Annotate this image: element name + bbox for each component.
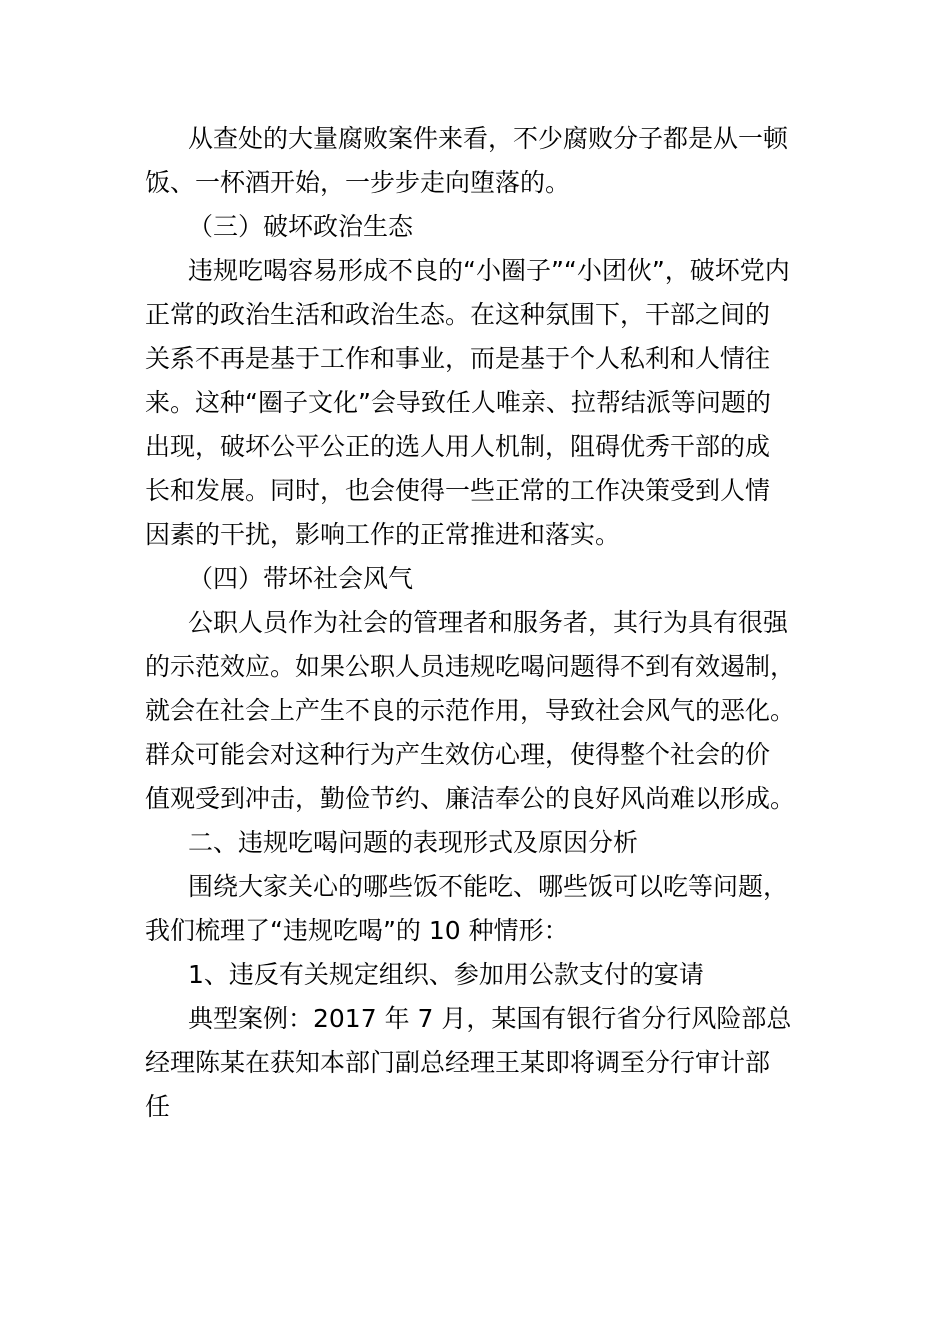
list-item-heading: 1、违反有关规定组织、参加用公款支付的宴请 [188,960,704,989]
paragraph-line: 围绕大家关心的哪些饭不能吃、哪些饭可以吃等问题， [188,872,789,901]
paragraph-line: 我们梳理了“违规吃喝”的 10 种情形： [145,916,569,945]
paragraph-line: 出现，破坏公平公正的选人用人机制，阻碍优秀干部的成 [145,432,771,461]
section-heading: （三）破坏政治生态 [188,212,414,241]
paragraph-line: 任 [145,1092,171,1121]
paragraph-line: 违规吃喝容易形成不良的“小圈子”“小团伙”，破坏党内 [188,256,790,285]
paragraph-line: 来。这种“圈子文化”会导致任人唯亲、拉帮结派等问题的 [145,388,771,417]
paragraph-line: 从查处的大量腐败案件来看，不少腐败分子都是从一顿 [188,124,789,153]
paragraph-line: 经理陈某在获知本部门副总经理王某即将调至分行审计部 [145,1048,771,1077]
paragraph-line: 典型案例：2017 年 7 月，某国有银行省分行风险部总 [188,1004,792,1033]
paragraph-line: 群众可能会对这种行为产生效仿心理，使得整个社会的价 [145,740,771,769]
section-heading: （四）带坏社会风气 [188,564,414,593]
paragraph-line: 因素的干扰，影响工作的正常推进和落实。 [145,520,621,549]
paragraph-line: 关系不再是基于工作和事业，而是基于个人私利和人情往 [145,344,771,373]
section-heading: 二、违规吃喝问题的表现形式及原因分析 [188,828,639,857]
paragraph-line: 正常的政治生活和政治生态。在这种氛围下，干部之间的 [145,300,771,329]
paragraph-line: 饭、一杯酒开始，一步步走向堕落的。 [145,168,571,197]
paragraph-line: 值观受到冲击，勤俭节约、廉洁奉公的良好风尚难以形成。 [145,784,796,813]
paragraph-line: 长和发展。同时，也会使得一些正常的工作决策受到人情 [145,476,771,505]
paragraph-line: 就会在社会上产生不良的示范作用，导致社会风气的恶化。 [145,696,796,725]
paragraph-line: 的示范效应。如果公职人员违规吃喝问题得不到有效遏制， [145,652,796,681]
paragraph-line: 公职人员作为社会的管理者和服务者，其行为具有很强 [188,608,789,637]
